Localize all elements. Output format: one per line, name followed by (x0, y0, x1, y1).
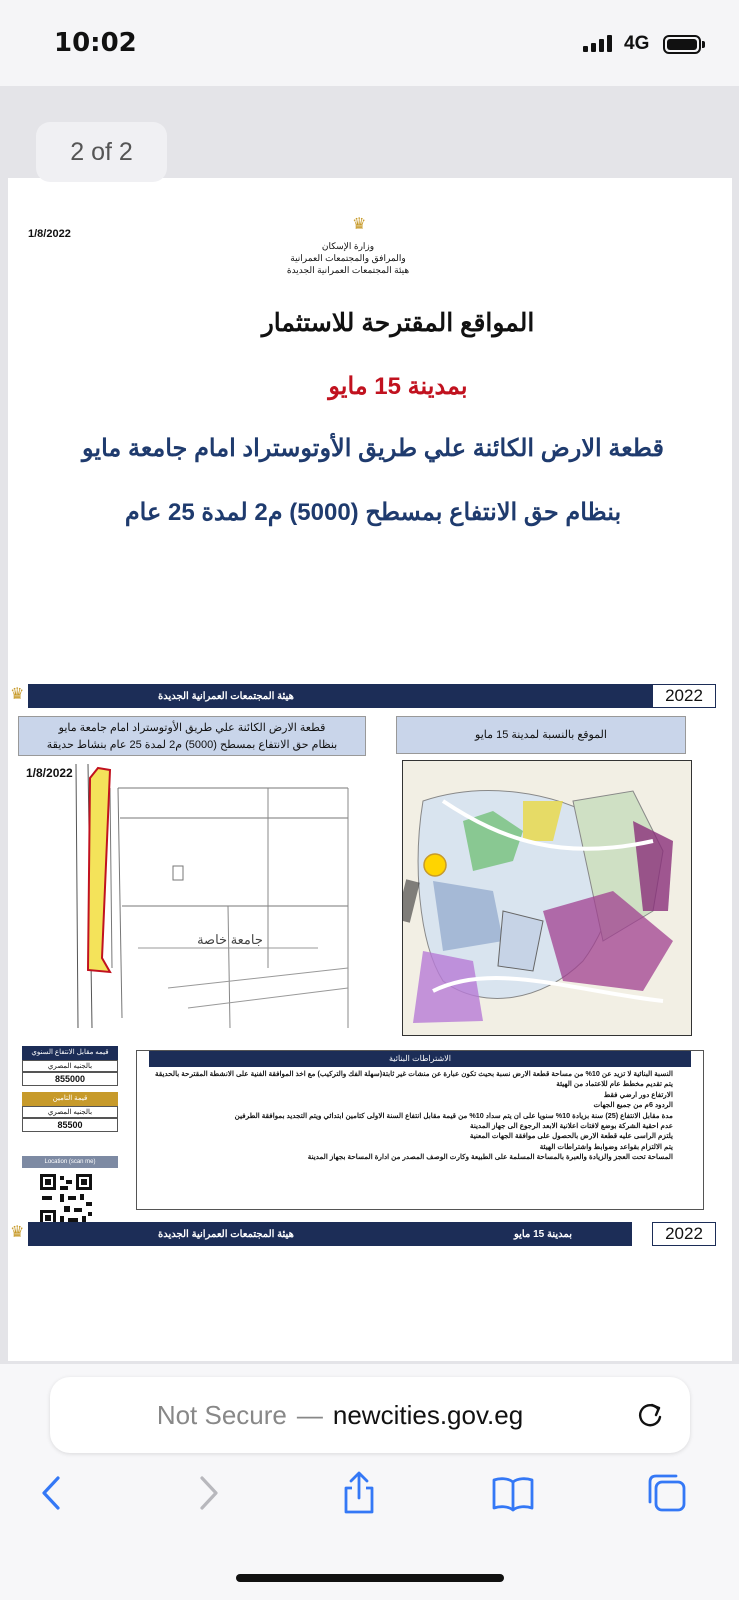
title-terms: بنظام حق الانتفاع بمسطح (5000) م2 لمدة 25 عام (124, 499, 622, 526)
condition-item: مدة مقابل الانتفاع (25) سنة بزيادة 10% سنويا على ان يتم سداد 10% من قيمة مقابل انتفاع السنة الاولى كتامين ابتدائي ويتم التجديد بموافقة الطرفين (234, 1110, 673, 1120)
plot-header-line: بنظام حق الانتفاع بمسطح (5000) م2 لمدة 25 عام بنشاط حديقة (46, 739, 338, 751)
tabs-icon[interactable] (642, 1468, 692, 1518)
authority-band (28, 684, 652, 708)
title-city: بمدينة 15 مايو (328, 373, 468, 400)
ministry-line: والمرافق والمجتمعات العمرانية (290, 253, 406, 263)
footer-year: 2022 (652, 1222, 716, 1246)
title-main: المواقع المقترحة للاستثمار (261, 309, 535, 337)
book-icon[interactable] (488, 1468, 538, 1518)
footer-band (28, 1222, 632, 1246)
chevron-left-icon[interactable] (26, 1468, 76, 1518)
ministry-line: وزارة الإسكان (321, 241, 375, 251)
plot-label: جامعة خاصة (197, 932, 263, 947)
condition-item: يلتزم الراسى عليه قطعة الارض بالحصول على موافقة الجهات المعنية (469, 1131, 673, 1141)
annual-fee-head: قيمه مقابل الانتفاع السنوي (22, 1046, 118, 1060)
ministry-header (268, 240, 428, 276)
url-display[interactable] (50, 1377, 630, 1453)
share-icon[interactable] (334, 1468, 384, 1518)
url-domain: newcities.gov.eg (332, 1399, 524, 1430)
qr-code-icon[interactable] (38, 1172, 94, 1228)
status-bar (0, 0, 739, 86)
signal-icon (583, 34, 612, 52)
plot-header-line: قطعة الارض الكائنة علي طريق الأوتوستراد امام جامعة مايو (58, 722, 326, 734)
chevron-right-icon[interactable] (184, 1468, 234, 1518)
currency-label: بالجنيه المصري (22, 1060, 118, 1072)
title-plot: قطعة الارض الكائنة علي طريق الأوتوستراد امام جامعة مايو (82, 435, 664, 462)
eagle-emblem-icon: ♛ (10, 686, 25, 703)
battery-icon (663, 35, 701, 54)
eagle-emblem-icon: ♛ (352, 216, 367, 233)
currency-label: بالجنيه المصري (22, 1106, 118, 1118)
condition-item: عدم احقية الشركة بوضع لافتات اعلانية الابعد الرجوع الى جهاز المدينة (470, 1121, 673, 1131)
page-indicator: 2 of 2 (36, 122, 167, 182)
url-separator: — (296, 1399, 323, 1430)
condition-item: النسبة البنائية لا تزيد عن 10% من مساحة قطعة الارض نسبة بحيث تكون عبارة عن منشات غير ثابتة(سهلة الفك والتركيب) مع اخذ الموافقة الفنية على الانشطة المقترحة بالحديقة (155, 1069, 673, 1078)
security-label: Not Secure (156, 1399, 287, 1430)
conditions-head: الاشتراطات البنائية (149, 1051, 691, 1067)
home-indicator (236, 1574, 504, 1582)
network-type: 4G (624, 33, 650, 54)
location-marker (424, 854, 446, 876)
footer-city-text: بمدينة 15 مايو (513, 1228, 572, 1240)
price-table (22, 1046, 118, 1132)
plot-header (18, 716, 366, 756)
conditions-list (137, 1067, 703, 1163)
condition-item: الارتفاع دور ارضي فقط (603, 1089, 673, 1099)
map-header: الموقع بالنسبة لمدينة 15 مايو (396, 716, 686, 754)
band-year: 2022 (652, 684, 716, 708)
condition-item: يتم الالتزام بقواعد وضوابط واشتراطات الهيئة (539, 1141, 673, 1151)
footer-authority-text: هيئة المجتمعات العمرانية الجديدة (158, 1228, 294, 1240)
condition-item: الردود 6م من جميع الجهات (593, 1100, 673, 1110)
document-date: 1/8/2022 (28, 228, 71, 240)
location-label: Location (scan me) (22, 1156, 118, 1168)
condition-item: يتم تقديم مخطط عام للاعتماد من الهيئة (556, 1079, 673, 1089)
building-conditions (136, 1050, 704, 1210)
reload-icon[interactable] (628, 1393, 672, 1437)
clock: 10:02 (54, 28, 137, 58)
insurance-value: 85500 (22, 1118, 118, 1132)
city-map[interactable] (402, 760, 692, 1036)
band-authority-text: هيئة المجتمعات العمرانية الجديدة (158, 690, 294, 702)
condition-item: المساحة تحت العجز والزيادة والعبرة بالمساحة المسلمة على الطبيعة وكارت الوصف المصدر من ادارة المساحة بجهاز المدينة (307, 1152, 673, 1162)
battery-tip (702, 41, 705, 48)
pdf-page[interactable] (8, 178, 732, 1361)
annual-fee-value: 855000 (22, 1072, 118, 1086)
plot-drawing (18, 758, 388, 1038)
insurance-head: قيمة التامين (22, 1092, 118, 1106)
slide-date: 1/8/2022 (26, 766, 73, 780)
eagle-emblem-icon: ♛ (10, 1224, 25, 1241)
city-map-svg (403, 761, 692, 1036)
ministry-line: هيئة المجتمعات العمرانية الجديدة (286, 265, 410, 275)
address-bar[interactable] (50, 1377, 690, 1453)
